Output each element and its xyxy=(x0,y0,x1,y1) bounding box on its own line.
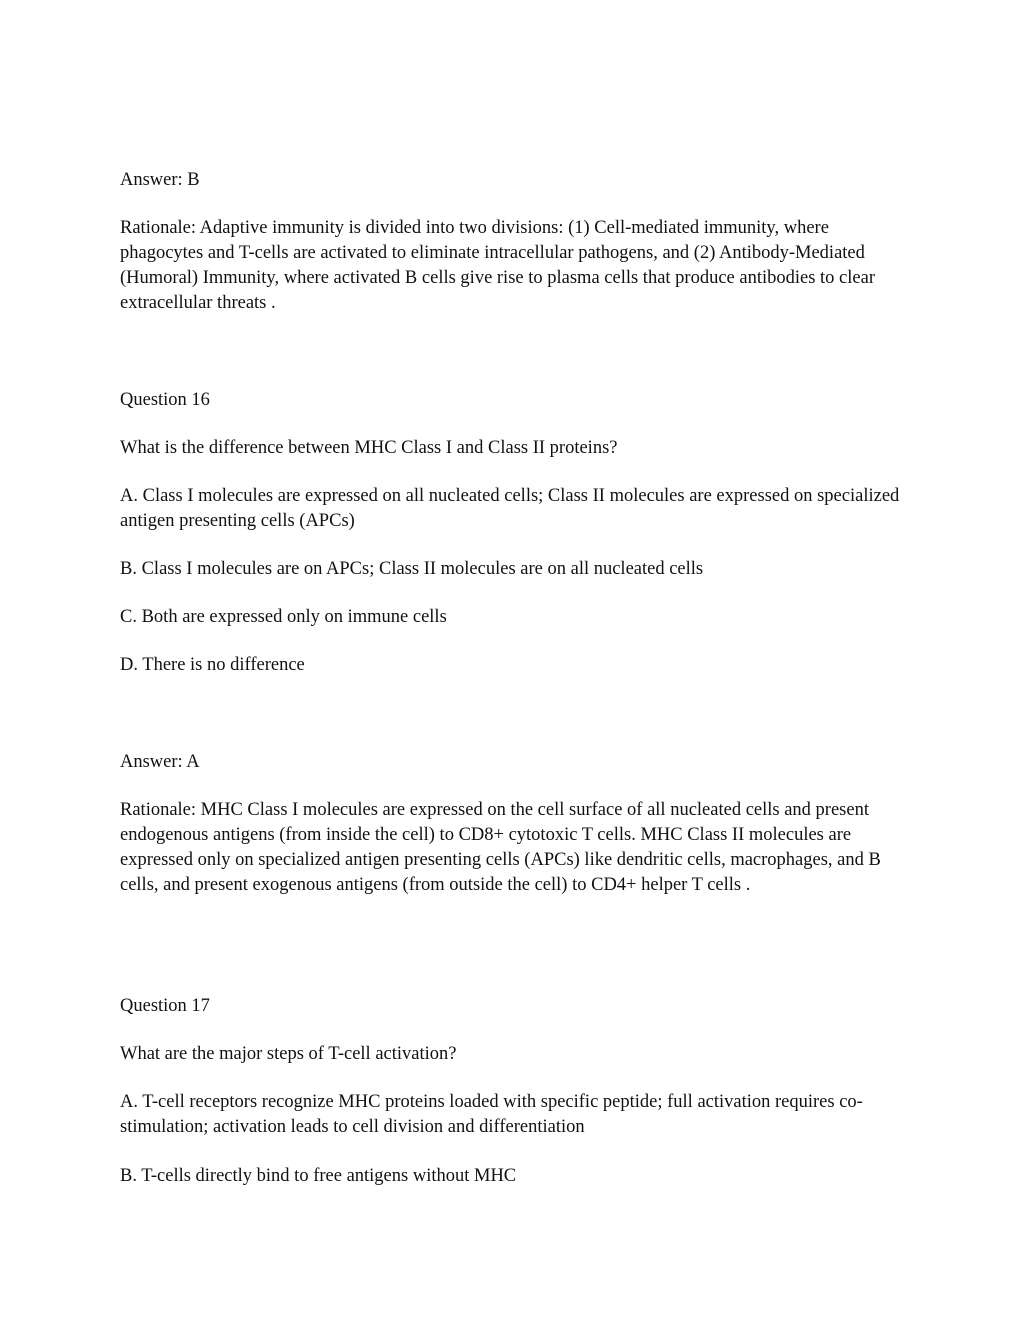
q16-option-b: B. Class I molecules are on APCs; Class II molecules are on all nucleated cells xyxy=(120,559,704,579)
question-16-text: What is the difference between MHC Class I and Class II proteins? xyxy=(120,438,618,458)
question-16-title: Question 16 xyxy=(120,390,210,410)
q17-option-b: B. T-cells directly bind to free antigens without MHC xyxy=(120,1166,517,1186)
answer-q16: Answer: A xyxy=(120,752,200,772)
question-17-title: Question 17 xyxy=(120,996,210,1016)
q17-option-a: A. T-cell receptors recognize MHC proteins loaded with specific peptide; full activation requires co-stimulation; activation leads to cell division and differentiation xyxy=(120,1092,863,1137)
rationale-q15: Rationale: Adaptive immunity is divided into two divisions: (1) Cell-mediated immunity, where phagocytes and T-cells are activated to eliminate intracellular pathogens, and (2) Antibody-Mediated (Humoral) Immunity, where activated B cells give rise to plasma cells that produce antibodies to clear extracellular threats . xyxy=(120,218,875,313)
q16-option-c: C. Both are expressed only on immune cells xyxy=(120,607,447,627)
q16-option-a: A. Class I molecules are expressed on all nucleated cells; Class II molecules are expressed on specialized antigen presenting cells (APCs) xyxy=(120,486,900,531)
answer-q15: Answer: B xyxy=(120,170,200,190)
question-17-text: What are the major steps of T-cell activation? xyxy=(120,1044,457,1064)
q16-option-d: D. There is no difference xyxy=(120,655,305,675)
rationale-q16: Rationale: MHC Class I molecules are expressed on the cell surface of all nucleated cells and present endogenous antigens (from inside the cell) to CD8+ cytotoxic T cells. MHC Class II molecules are expressed only on specialized antigen presenting cells (APCs) like dendritic cells, macrophages, and B cells, and present exogenous antigens (from outside the cell) to CD4+ helper T cells . xyxy=(120,800,881,895)
